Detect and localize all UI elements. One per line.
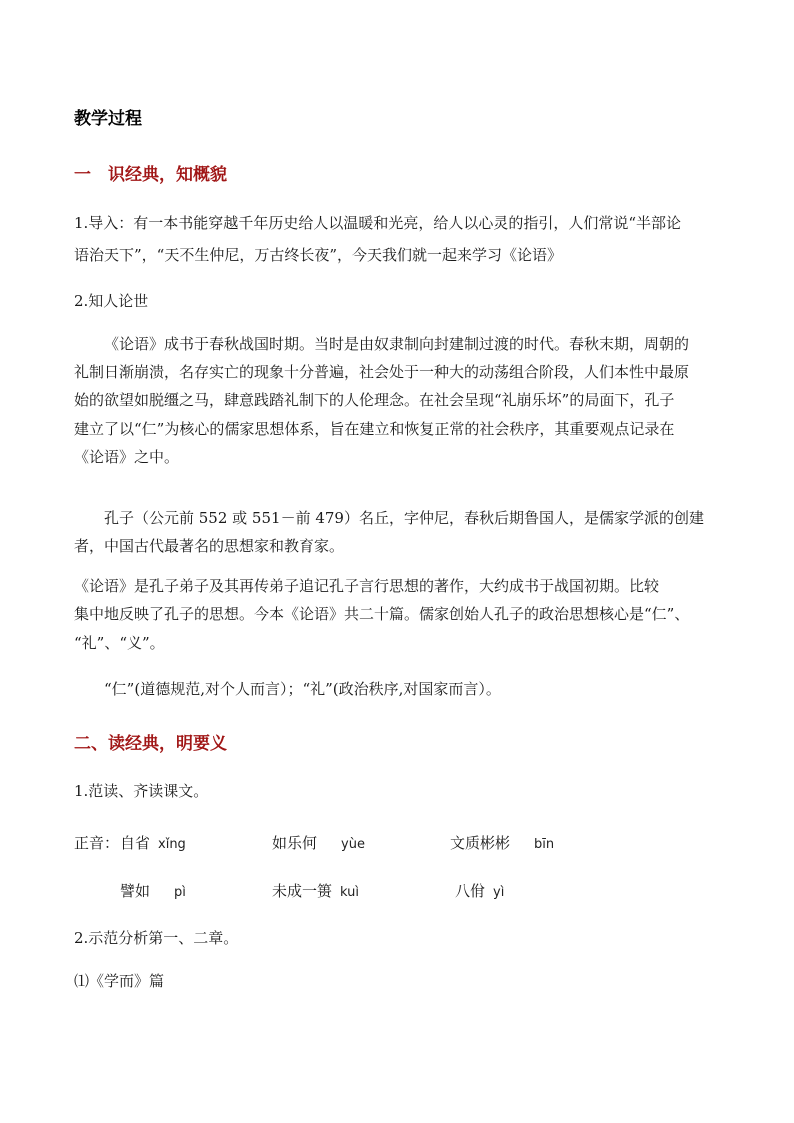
pronunciation-word: 文质彬彬 [450,834,511,852]
pronunciation-entry [272,880,359,901]
pronunciation-entry [272,832,365,853]
para2-line-1: 孔子（公元前 552 或 551－前 479）名丘，字仲尼，春秋后期鲁国人，是儒家学派的创建 [104,509,704,527]
para1-line-2: 礼制日渐崩溃，名存实亡的现象十分普遍，社会处于一种大的动荡组合阶段，人们本性中最原 [74,363,690,381]
para2-line-2: 者，中国古代最著名的思想家和教育家。 [74,537,345,555]
para1-line-3: 始的欲望如脱缰之马，肆意践踏礼制下的人伦理念。在社会呈现“礼崩乐坏”的局面下，孔子 [74,391,675,409]
pronunciation-entry [120,880,186,901]
pronunciation-entry [120,832,186,853]
analysis-instruction: 2.示范分析第一、二章。 [74,929,239,947]
para3-line-2: 集中地反映了孔子的思想。今本《论语》共二十篇。儒家创始人孔子的政治思想核心是“仁”、 [74,605,690,623]
pronunciation-word: 譬如 [120,882,151,900]
pronunciation-label: 正音： [74,834,120,852]
pronunciation-pinyin: bīn [534,837,555,852]
page-title: 教学过程 [74,109,142,129]
pronunciation-word: 如乐何 [272,834,318,852]
pronunciation-pinyin: xǐng [158,837,186,852]
para1-line-1: 《论语》成书于春秋战国时期。当时是由奴隶制向封建制过渡的时代。春秋末期，周朝的 [104,335,690,353]
pronunciation-entry [450,832,554,853]
subsection-xueer: ⑴《学而》篇 [74,972,165,990]
para1-line-5: 《论语》之中。 [74,448,180,466]
intro-line-1: 1.导入：有一本书能穿越千年历史给人以温暖和光亮，给人以心灵的指引，人们常说“半部论 [74,214,681,232]
item-label-zhirenlunshi: 2.知人论世 [74,292,149,310]
pronunciation-word: 八佾 [455,882,486,900]
section-heading-2: 二、读经典，明要义 [74,734,227,754]
para4-ren-li: “仁”(道德规范,对个人而言）；“礼”(政治秩序,对国家而言）。 [104,680,501,698]
pronunciation-entry [455,880,504,901]
pronunciation-pinyin: yùe [341,837,365,852]
pronunciation-word: 自省 [120,834,151,852]
section-heading-1: 一 识经典，知概貌 [74,165,227,185]
pronunciation-pinyin: kuì [340,885,359,900]
intro-line-2: 语治天下”，“天不生仲尼，万古终长夜”，今天我们就一起来学习《论语》 [74,246,563,264]
para3-line-1: 《论语》是孔子弟子及其再传弟子追记孔子言行思想的著作，大约成书于战国初期。比较 [74,577,660,595]
pronunciation-pinyin: yì [493,885,505,900]
para1-line-4: 建立了以“仁”为核心的儒家思想体系，旨在建立和恢复正常的社会秩序，其重要观点记录在 [74,420,675,438]
para3-line-3: “礼”、“义”。 [74,634,165,652]
pronunciation-word: 未成一篑 [272,882,333,900]
pronunciation-pinyin: pì [174,885,186,900]
reading-instruction: 1.范读、齐读课文。 [74,782,209,800]
